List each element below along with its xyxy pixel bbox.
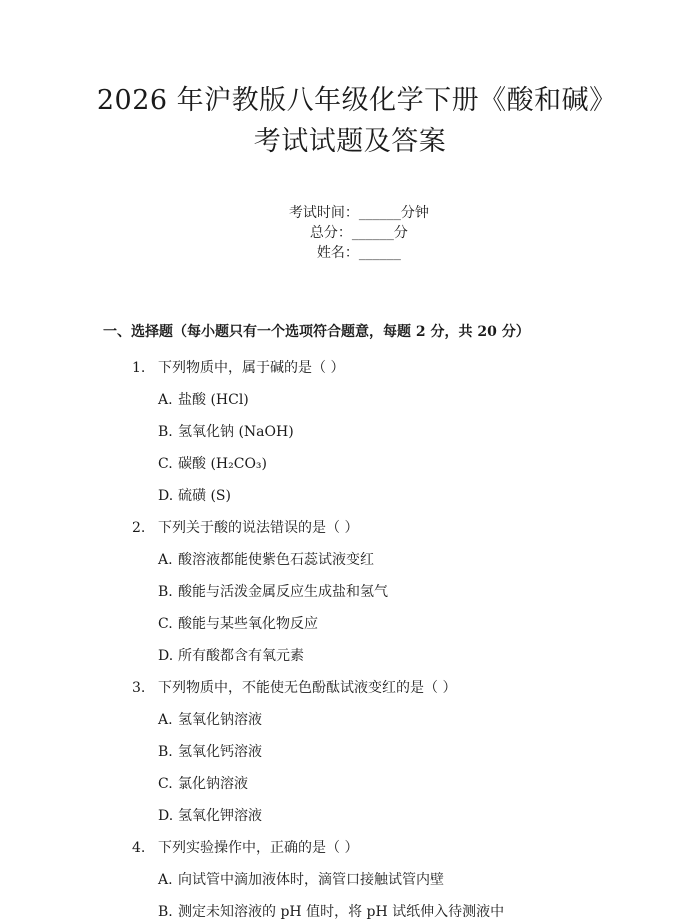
- option-text: 氢氧化钾溶液: [178, 808, 262, 824]
- answer-option: [0, 647, 700, 665]
- option-text: 氢氧化钠溶液: [178, 712, 262, 728]
- question-text: [0, 679, 700, 697]
- option-label: B.: [158, 744, 173, 760]
- answer-option: [0, 775, 700, 793]
- option-label: D.: [158, 808, 174, 824]
- answer-option: [0, 871, 700, 889]
- answer-option: [0, 583, 700, 601]
- option-label: B.: [158, 584, 173, 600]
- option-text: 氯化钠溶液: [178, 776, 248, 792]
- option-text: 硫磺 (S): [178, 488, 231, 504]
- option-label: B.: [158, 424, 173, 440]
- answer-option: [0, 711, 700, 729]
- question-block: [0, 679, 700, 825]
- question-text: [0, 359, 700, 377]
- question-number: 2.: [132, 520, 146, 536]
- question-stem: 下列实验操作中，正确的是（ ）: [158, 840, 359, 856]
- question-stem: 下列物质中，不能使无色酚酞试液变红的是（ ）: [158, 680, 457, 696]
- option-label: B.: [158, 904, 173, 920]
- question-stem: 下列关于酸的说法错误的是（ ）: [158, 520, 359, 536]
- answer-option: [0, 551, 700, 569]
- answer-option: [0, 487, 700, 505]
- option-label: D.: [158, 648, 174, 664]
- answer-option: [0, 903, 700, 921]
- option-label: A.: [158, 712, 173, 728]
- section-heading: 一、选择题（每小题只有一个选项符合题意，每题 2 分，共 20 分）: [103, 324, 530, 340]
- question-text: [0, 519, 700, 537]
- question-stem: 下列物质中，属于碱的是（ ）: [158, 360, 345, 376]
- option-text: 氢氧化钠 (NaOH): [178, 424, 294, 440]
- option-label: C.: [158, 616, 173, 632]
- option-label: A.: [158, 392, 173, 408]
- exam-time: 考试时间：______分钟: [288, 205, 429, 221]
- total-score: 总分：______分: [309, 225, 408, 241]
- option-text: 碳酸 (H₂CO₃): [178, 456, 267, 472]
- question-list: [0, 359, 700, 921]
- document-title: 2026 年沪教版八年级化学下册《酸和碱》考试试题及答案: [96, 85, 604, 157]
- option-text: 酸能与活泼金属反应生成盐和氢气: [178, 584, 388, 600]
- option-text: 酸溶液都能使紫色石蕊试液变红: [178, 552, 374, 568]
- question-number: 4.: [132, 840, 146, 856]
- answer-option: [0, 615, 700, 633]
- option-label: A.: [158, 872, 173, 888]
- answer-option: [0, 391, 700, 409]
- answer-option: [0, 455, 700, 473]
- option-text: 所有酸都含有氧元素: [178, 648, 304, 664]
- question-number: 3.: [132, 680, 146, 696]
- question-number: 1.: [132, 360, 146, 376]
- option-label: D.: [158, 488, 174, 504]
- option-label: C.: [158, 776, 173, 792]
- option-label: C.: [158, 456, 173, 472]
- question-text: [0, 839, 700, 857]
- answer-option: [0, 423, 700, 441]
- option-text: 测定未知溶液的 pH 值时，将 pH 试纸伸入待测液中: [178, 904, 505, 920]
- answer-option: [0, 807, 700, 825]
- option-label: A.: [158, 552, 173, 568]
- option-text: 酸能与某些氧化物反应: [178, 616, 318, 632]
- question-block: [0, 359, 700, 505]
- question-block: [0, 519, 700, 665]
- answer-option: [0, 743, 700, 761]
- option-text: 氢氧化钙溶液: [178, 744, 262, 760]
- option-text: 盐酸 (HCl): [178, 392, 249, 408]
- question-block: [0, 839, 700, 921]
- student-name: 姓名：______: [316, 245, 401, 261]
- option-text: 向试管中滴加液体时，滴管口接触试管内壁: [178, 872, 444, 888]
- exam-meta: [0, 186, 700, 278]
